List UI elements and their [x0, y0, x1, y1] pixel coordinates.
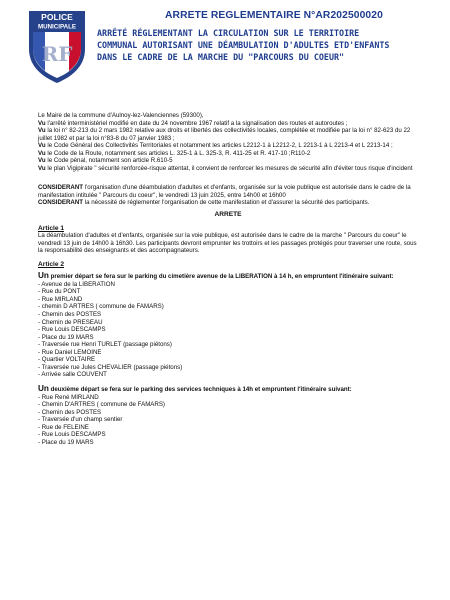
- route-item: - Rue de FELEINE: [38, 423, 89, 431]
- route-item: - Traversée rue Henri TURLET (passage piétons): [38, 341, 172, 349]
- article-2-title: Article 2: [38, 260, 65, 268]
- arrete-subject: [97, 27, 437, 63]
- route-item: - Rue MIRLAND: [38, 295, 83, 303]
- badge-monogram: RF: [41, 42, 73, 66]
- route-item: - Traversée d'un champ sentier: [38, 416, 123, 424]
- subject-line: COMMUNAL AUTORISANT UNE DÉAMBULATION D'ADULTES ETD'ENFANTS: [97, 40, 390, 50]
- route-1-heading: Un premier départ se fera sur le parking du cimetière avenue de la LIBERATION à 14 h, en empruntent l'itinéraire suivant:: [38, 271, 394, 281]
- route-item: - Chemin des POSTES: [38, 408, 102, 416]
- route-item: - Traversée rue Jules CHEVALIER (passage piétons): [38, 363, 183, 371]
- preamble-item: Vu le Code Général des Collectivités Territoriales et notamment les articles L2212-1 à L2212-2, L 2213-1 à L 2213-4 et L 2213-14 ;: [38, 142, 393, 150]
- route-item: - Rue du PONT: [38, 288, 81, 296]
- badge-line-1: POLICE: [41, 12, 73, 22]
- route-item: - Rue Louis DESCAMPS: [38, 326, 106, 334]
- route-item: - Rue René MIRLAND: [38, 393, 99, 401]
- preamble-item: Vu la loi n° 82-213 du 2 mars 1982 relative aux droits et libertés des collectivités locales, complétée et modifiée par la loi n° 82-623 du 22 juillet 1982 et par la loi n°83-8 du 07 janvier 1983 ;: [38, 127, 411, 142]
- article-1-text: La déambulation d'adultes et d'enfants, organisée sur la voie publique, est autorisée dans le cadre de la marche " Parcours du coeur" le vendredi 13 juin de 14h00 à 16h30. Les participants devront emprunter les trottoirs et les passages protégés pour traverser une route, sous la responsabilité des enseignants et des accompagnateurs.: [38, 232, 417, 255]
- route-2-heading: Un deuxième départ se fera sur le parking des services techniques à 14h et empruntent l'itinéraire suivant:: [38, 383, 352, 393]
- route-item: - Avenue de la LIBERATION: [38, 280, 115, 288]
- subject-line: ARRÊTÉ RÉGLEMENTANT LA CIRCULATION SUR LE TERRITOIRE: [97, 28, 360, 38]
- badge-line-2: MUNICIPALE: [37, 23, 77, 31]
- document-reference-title: ARRETE REGLEMENTAIRE N°AR202500020: [165, 10, 383, 21]
- route-item: - chemin D ARTRES ( commune de FAMARS): [38, 303, 164, 311]
- considerant: CONSIDERANT la nécessité de réglementer l'organisation de cette manifestation et d'assurer la sécurité des participants.: [38, 199, 370, 207]
- route-item: - Place du 19 MARS: [38, 438, 94, 446]
- preamble-item: Vu le Code de la Route, notamment ses articles L. 325-1 à L. 325-3, R. 411-25 et R. 417-10 ;R110-2: [38, 149, 311, 157]
- route-item: - Chemin des POSTES: [38, 311, 102, 319]
- arrete-heading: ARRETE: [214, 211, 242, 219]
- route-item: - Arrivée salle COUVENT: [38, 371, 107, 379]
- preamble-intro: Le Maire de la commune d'Aulnoy-lez-Valenciennes (59300),: [38, 112, 204, 119]
- route-2-list: [38, 394, 418, 447]
- route-item: - Rue Daniel LEMOINE: [38, 348, 102, 356]
- article-1-title: Article 1: [38, 224, 65, 232]
- police-municipale-badge-icon: [27, 9, 87, 84]
- subject-line: DANS LE CADRE DE LA MARCHE DU "PARCOURS DU COEUR": [97, 52, 345, 62]
- route-item: - Chemin de PRESEAU: [38, 318, 103, 326]
- preamble-item: Vu l'arrêté interministériel modifié en date du 24 novembre 1967 relatif a la signalisation des routes et autoroutes ;: [38, 119, 348, 127]
- route-item: - Chemin D'ARTRES ( commune de FAMARS): [38, 401, 165, 409]
- route-item: - Place du 19 MARS: [38, 333, 94, 341]
- route-1-list: [38, 281, 418, 379]
- route-item: - Quartier VOLTAIRE: [38, 356, 96, 364]
- route-item: - Rue Louis DESCAMPS: [38, 431, 106, 439]
- preamble-item: Vu le Code pénal, notamment son article R.610-5: [38, 157, 173, 165]
- document-body: [38, 112, 418, 446]
- considerant: CONSIDERANT l'organisation d'une déambulation d'adultes et d'enfants, organisée sur la voie publique est autorisée dans le cadre de la manifestation intitulée " Parcours du coeur", le vendredi 13 juin 2025, entre 14h00 et 16h00: [38, 184, 411, 199]
- preamble-item: Vu le plan Vigipirate " sécurité renforcée-risque attentat, il convient de renforcer les mesures de sécurité afin d'éviter tous risque d'incident: [38, 164, 413, 172]
